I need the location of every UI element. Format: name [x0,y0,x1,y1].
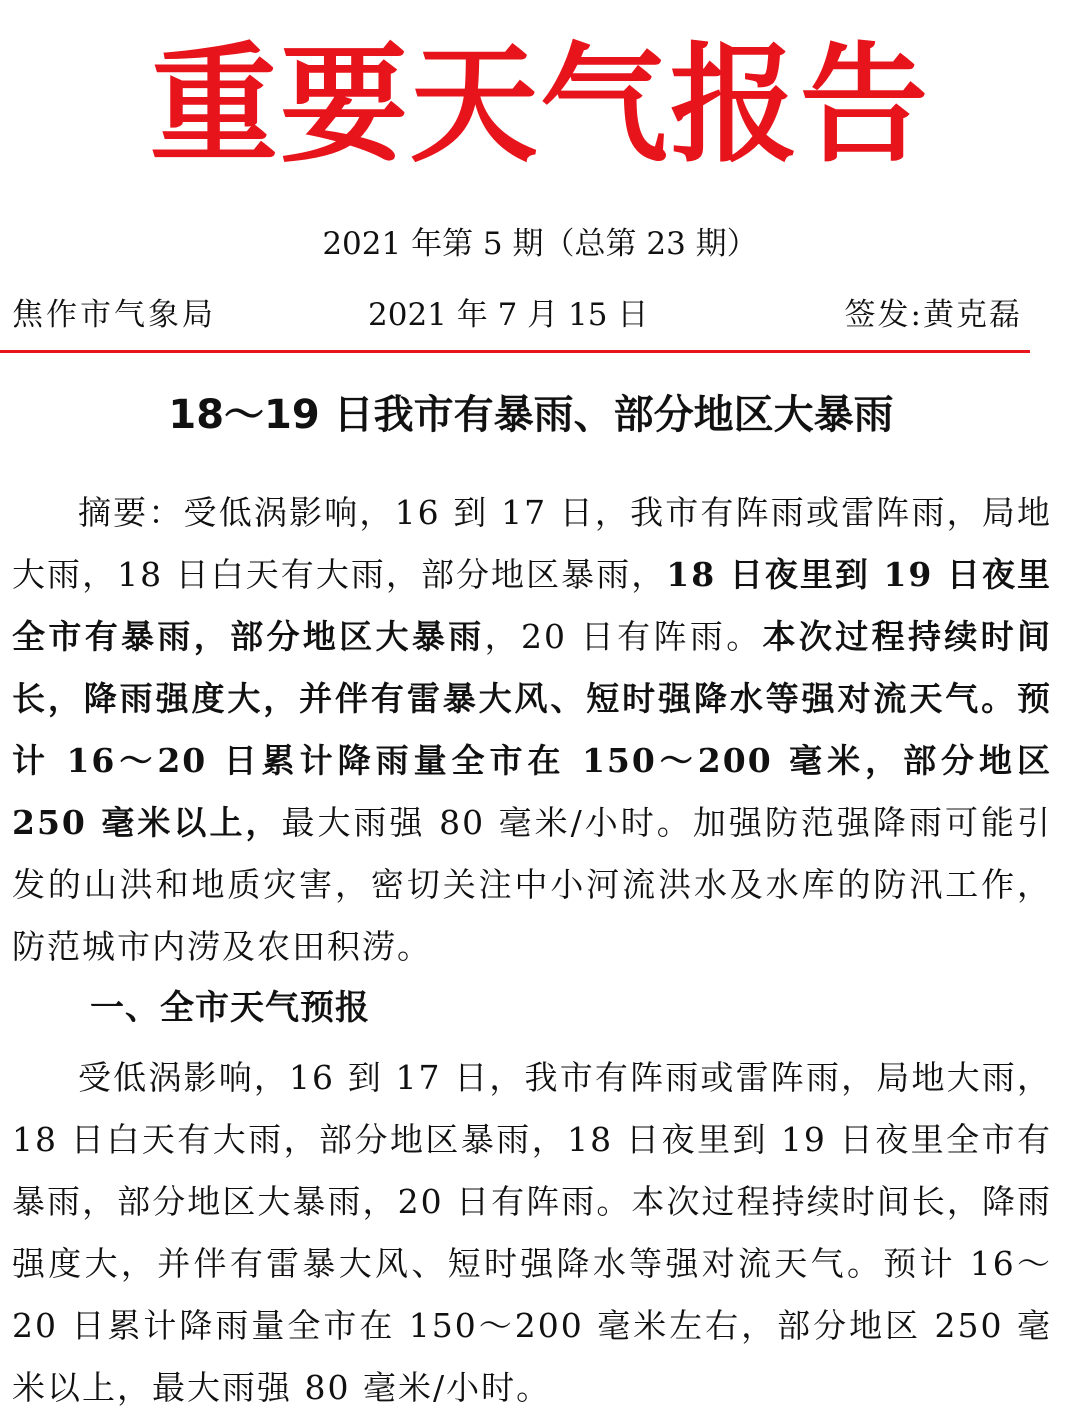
forecast-paragraph: 受低涡影响，16 到 17 日，我市有阵雨或雷阵雨，局地大雨，18 日白天有大雨，部分地区暴雨，18 日夜里到 19 日夜里全市有暴雨，部分地区大暴雨，20 日有阵雨。本次过程持续时间长，降雨强度大，并伴有雷暴大风、短时强降水等强对流天气。预计 16～20 日累计降雨量全市在 150～200 毫米左右，部分地区 250 毫米以上，最大雨强 80 毫米/小时。 [12,1058,1052,1407]
signer: 签发:黄克磊 [844,297,1022,333]
section-heading-forecast: 一、全市天气预报 [90,988,370,1028]
report-headline: 18～19 日我市有暴雨、部分地区大暴雨 [168,392,894,438]
summary-bold-2: 本次过程持续时间长，降雨强度大，并伴有雷暴大风、短时强降水等强对流天气。预计 16～20 日累计降雨量全市在 150～200 毫米，部分地区 250 毫米以上， [12,617,1053,842]
issue-date: 2021 年 7 月 15 日 [368,297,649,333]
issuing-organization: 焦作市气象局 [12,297,216,333]
meta-row [12,292,1022,338]
red-divider [0,350,1030,353]
summary-paragraph [12,482,1052,978]
summary-bold-1: 18 日夜里到 19 日夜里全市有暴雨，部分地区大暴雨 [12,555,1053,656]
summary-text-1: 摘要：受低涡影响，16 到 17 日，我市有阵雨或雷阵雨，局地大雨，18 日白天有大雨，部分地区暴雨， [12,493,1052,594]
summary-text-3: 最大雨强 80 毫米/小时。加强防范强降雨可能引发的山洪和地质灾害，密切关注中小河流洪水及水库的防汛工作，防范城市内涝及农田积涝。 [12,803,1053,966]
masthead-title: 重要天气报告 [149,30,930,180]
issue-number: 2021 年第 5 期（总第 23 期） [322,226,758,262]
summary-text-2: ，20 日有阵雨。 [484,617,763,656]
